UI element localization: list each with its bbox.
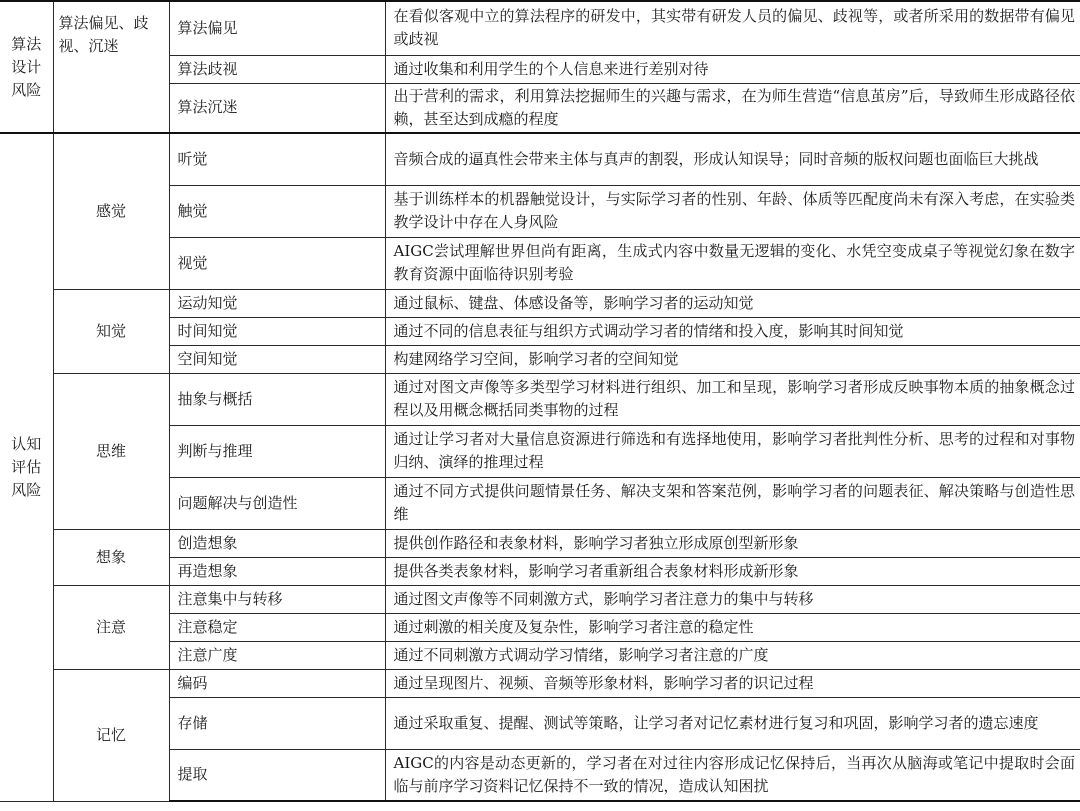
- description-cell: 在看似客观中立的算法程序的研发中，其实带有研发人员的偏见、歧视等，或者所采用的数据带有偏见或歧视: [385, 1, 1080, 55]
- category-cell: 算法设计风险: [0, 1, 53, 133]
- subcategory-cell: 注意: [53, 585, 169, 669]
- description-cell: 通过让学习者对大量信息资源进行筛选和有选择地使用，影响学习者批判性分析、思考的过程和对事物归纳、演绎的推理过程: [385, 425, 1080, 477]
- item-cell: 再造想象: [169, 557, 385, 585]
- description-cell: 基于训练样本的机器触觉设计，与实际学习者的性别、年龄、体质等匹配度尚未有深入考虑，在实验类教学设计中存在人身风险: [385, 185, 1080, 237]
- description-cell: 通过采取重复、提醒、测试等策略，让学习者对记忆素材进行复习和巩固，影响学习者的遗忘速度: [385, 697, 1080, 749]
- description-cell: 提供各类表象材料，影响学习者重新组合表象材料形成新形象: [385, 557, 1080, 585]
- description-cell: 通过不同方式提供问题情景任务、解决支架和答案范例，影响学习者的问题表征、解决策略与创造性思维: [385, 477, 1080, 529]
- description-cell: 通过不同的信息表征与组织方式调动学习者的情绪和投入度，影响其时间知觉: [385, 317, 1080, 345]
- description-cell: 构建网络学习空间，影响学习者的空间知觉: [385, 345, 1080, 373]
- item-cell: 创造想象: [169, 529, 385, 557]
- item-cell: 触觉: [169, 185, 385, 237]
- item-cell: 算法歧视: [169, 55, 385, 83]
- category-cell: 认知评估风险: [0, 133, 53, 801]
- description-cell: 音频合成的逼真性会带来主体与真声的割裂，形成认知误导；同时音频的版权问题也面临巨大挑战: [385, 133, 1080, 185]
- item-cell: 算法沉迷: [169, 83, 385, 133]
- subcategory-cell: 记忆: [53, 669, 169, 801]
- description-cell: AIGC的内容是动态更新的，学习者在对过往内容形成记忆保持后，当再次从脑海或笔记中提取时会面临与前序学习资料记忆保持不一致的情况，造成认知困扰: [385, 749, 1080, 801]
- subcategory-cell: 想象: [53, 529, 169, 585]
- description-cell: 通过不同刺激方式调动学习情绪，影响学习者注意的广度: [385, 641, 1080, 669]
- item-cell: 视觉: [169, 237, 385, 289]
- item-cell: 判断与推理: [169, 425, 385, 477]
- item-cell: 听觉: [169, 133, 385, 185]
- item-cell: 注意广度: [169, 641, 385, 669]
- subcategory-cell: 算法偏见、歧视、沉迷: [53, 1, 169, 133]
- item-cell: 存储: [169, 697, 385, 749]
- item-cell: 注意稳定: [169, 613, 385, 641]
- description-cell: 提供创作路径和表象材料，影响学习者独立形成原创型新形象: [385, 529, 1080, 557]
- description-cell: AIGC尝试理解世界但尚有距离，生成式内容中数量无逻辑的变化、水凭空变成桌子等视觉幻象在数字教育资源中面临待识别考验: [385, 237, 1080, 289]
- item-cell: 算法偏见: [169, 1, 385, 55]
- item-cell: 注意集中与转移: [169, 585, 385, 613]
- item-cell: 时间知觉: [169, 317, 385, 345]
- subcategory-cell: 知觉: [53, 289, 169, 373]
- item-cell: 抽象与概括: [169, 373, 385, 425]
- item-cell: 提取: [169, 749, 385, 801]
- description-cell: 通过刺激的相关度及复杂性，影响学习者注意的稳定性: [385, 613, 1080, 641]
- description-cell: 通过呈现图片、视频、音频等形象材料，影响学习者的识记过程: [385, 669, 1080, 697]
- description-cell: 通过鼠标、键盘、体感设备等，影响学习者的运动知觉: [385, 289, 1080, 317]
- item-cell: 运动知觉: [169, 289, 385, 317]
- subcategory-cell: 感觉: [53, 133, 169, 289]
- item-cell: 编码: [169, 669, 385, 697]
- subcategory-cell: 思维: [53, 373, 169, 529]
- description-cell: 通过对图文声像等多类型学习材料进行组织、加工和呈现，影响学习者形成反映事物本质的抽象概念过程以及用概念概括同类事物的过程: [385, 373, 1080, 425]
- item-cell: 空间知觉: [169, 345, 385, 373]
- description-cell: 通过图文声像等不同刺激方式，影响学习者注意力的集中与转移: [385, 585, 1080, 613]
- description-cell: 出于营利的需求，利用算法挖掘师生的兴趣与需求，在为师生营造“信息茧房”后，导致师生形成路径依赖，甚至达到成瘾的程度: [385, 83, 1080, 133]
- item-cell: 问题解决与创造性: [169, 477, 385, 529]
- description-cell: 通过收集和利用学生的个人信息来进行差别对待: [385, 55, 1080, 83]
